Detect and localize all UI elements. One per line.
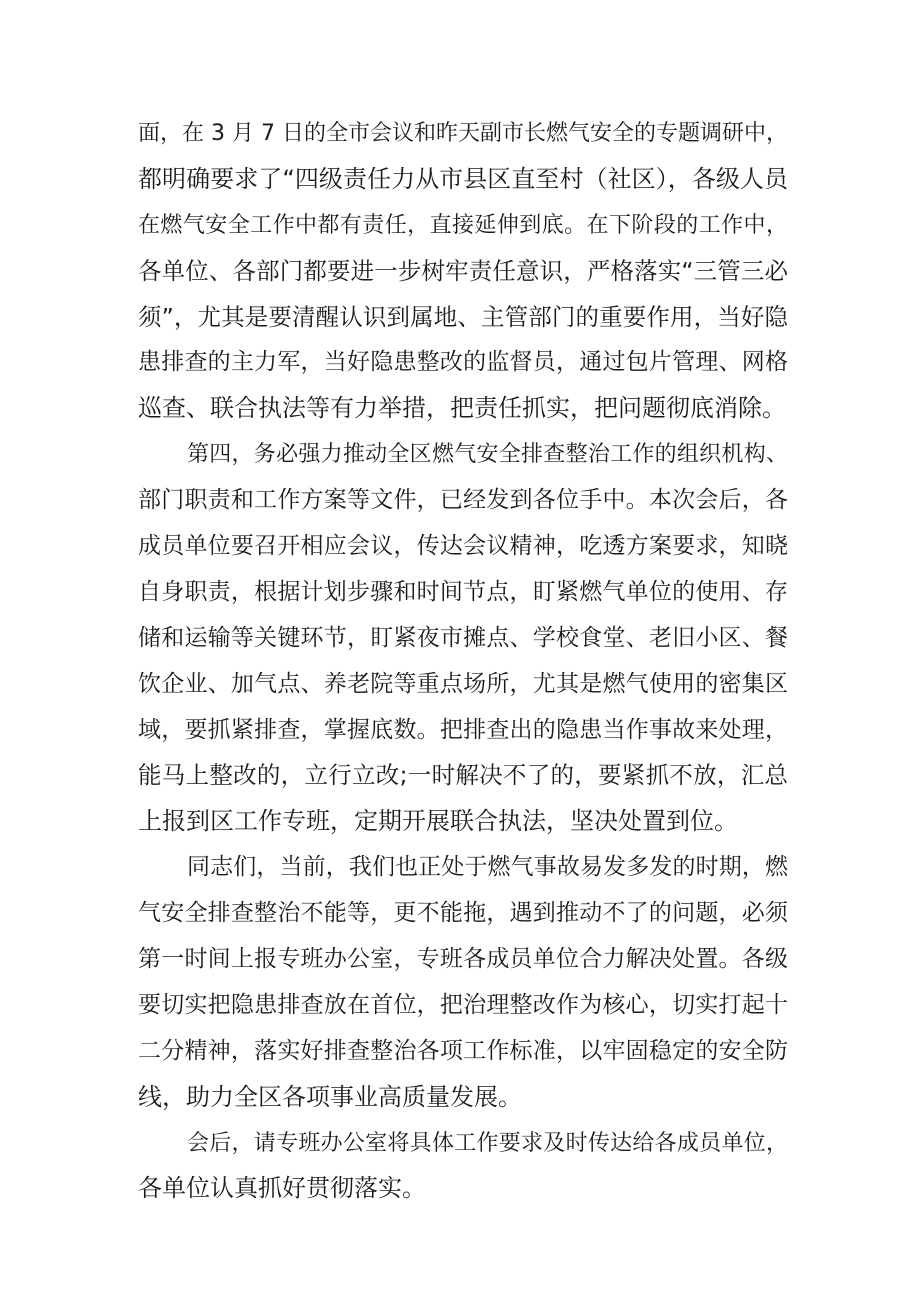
text-line: 同志们，当前，我们也正处于燃气事故易发多发的时期，燃 [187, 854, 788, 881]
text-line: 储和运输等关键环节，盯紧夜市摊点、学校食堂、老旧小区、餐 [138, 624, 788, 651]
text-line: 第四，务必强力推动全区燃气安全排查整治工作的组织机构、 [187, 442, 788, 468]
text-line: 在燃气安全工作中都有责任，直接延伸到底。在下阶段的工作中， [138, 212, 788, 238]
text-line: 二分精神，落实好排查整治各项工作标准，以牢固稳定的安全防 [138, 1037, 788, 1064]
text-line: 自身职责，根据计划步骤和时间节点，盯紧燃气单位的使用、存 [138, 578, 788, 605]
text-line: 域，要抓紧排查，掌握底数。把排查出的隐患当作事故来处理， [138, 716, 788, 743]
text-line: 能马上整改的，立行立改;一时解决不了的，要紧抓不放，汇总 [138, 761, 788, 790]
text-line: 各单位认真抓好贯彻落实。 [138, 1174, 426, 1203]
text-line: 第一时间上报专班办公室，专班各成员单位合力解决处置。各级 [138, 946, 788, 973]
paragraph [138, 111, 788, 432]
text-line: 部门职责和工作方案等文件，已经发到各位手中。本次会后，各 [138, 487, 788, 514]
document-body [138, 111, 788, 1212]
text-line: 须”，尤其是要清醒认识到属地、主管部门的重要作用，当好隐 [138, 302, 788, 331]
text-line: 巡查、联合执法等有力举措，把责任抓实，把问题彻底消除。 [138, 394, 786, 423]
text-line: 都明确要求了“四级责任力从市县区直至村（社区），各级人员 [138, 164, 788, 193]
text-line: 气安全排查整治不能等，更不能拖，遇到推动不了的问题，必须 [138, 900, 788, 927]
text-line: 会后，请专班办公室将具体工作要求及时传达给各成员单位， [187, 1130, 788, 1156]
text-line: 各单位、各部门都要进一步树牢责任意识，严格落实“三管三必 [138, 256, 788, 285]
text-line: 面，在 3 月 7 日的全市会议和昨天副市长燃气安全的专题调研中， [138, 121, 788, 146]
paragraph [138, 432, 788, 845]
text-line: 线，助力全区各项事业高质量发展。 [138, 1082, 522, 1111]
text-line: 成员单位要召开相应会议，传达会议精神，吃透方案要求，知晓 [138, 533, 788, 560]
text-line: 上报到区工作专班，定期开展联合执法，坚决处置到位。 [138, 807, 738, 836]
text-line: 要切实把隐患排查放在首位，把治理整改作为核心，切实打起十 [138, 991, 788, 1018]
text-line: 饮企业、加气点、养老院等重点场所，尤其是燃气使用的密集区 [138, 670, 788, 697]
text-line: 患排查的主力军，当好隐患整改的监督员，通过包片管理、网格 [138, 349, 788, 376]
paragraph [138, 845, 788, 1120]
paragraph [138, 1121, 788, 1213]
